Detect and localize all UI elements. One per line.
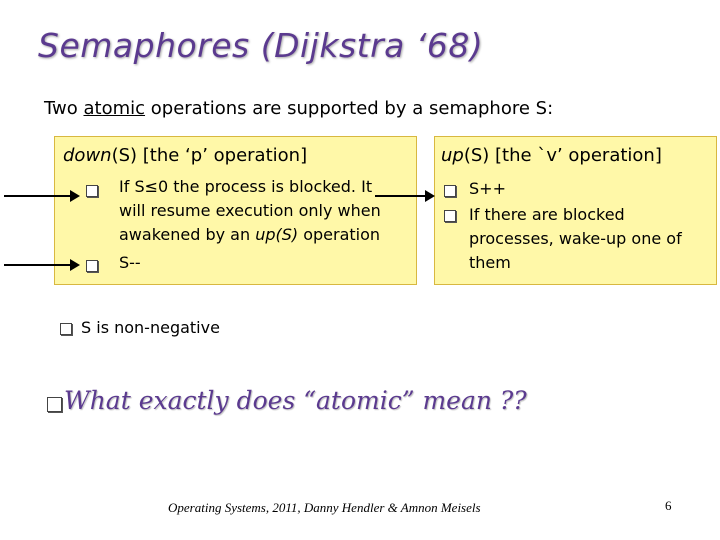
atomic-question: What exactly does “atomic” mean ?? bbox=[64, 386, 527, 415]
page-number: 6 bbox=[665, 498, 672, 513]
bullet-icon bbox=[444, 210, 456, 222]
up-heading: up(S) [the `v’ operation] bbox=[441, 145, 662, 166]
bullet-icon bbox=[47, 397, 62, 412]
non-negative-note: S is non-negative bbox=[81, 318, 220, 337]
bullet-icon bbox=[86, 260, 98, 272]
slide-title: Semaphores (Dijkstra ‘68) bbox=[38, 26, 484, 65]
bullet-icon bbox=[444, 185, 456, 197]
atomic-underlined: atomic bbox=[83, 98, 146, 119]
down-bullet-1: If S≤0 the process is blocked. It will resume execution only when awakened by an up(S) operation bbox=[119, 177, 381, 244]
bullet-icon bbox=[86, 185, 98, 197]
arrow-icon bbox=[4, 195, 78, 197]
up-bullet-1: S++ bbox=[469, 179, 506, 198]
up-bullet-2: If there are blocked processes, wake-up one of them bbox=[469, 205, 682, 272]
arrow-icon bbox=[4, 264, 78, 266]
down-operation-box bbox=[54, 136, 417, 285]
bullet-icon bbox=[60, 323, 72, 335]
up-operation-box bbox=[434, 136, 717, 285]
intro-text: Two atomic operations are supported by a semaphore S: bbox=[44, 98, 554, 119]
down-bullet-2: S-- bbox=[119, 253, 141, 272]
down-heading: down(S) [the ‘p’ operation] bbox=[63, 145, 308, 166]
footer-credit: Operating Systems, 2011, Danny Hendler & Amnon Meisels bbox=[168, 500, 481, 515]
arrow-icon bbox=[375, 195, 433, 197]
